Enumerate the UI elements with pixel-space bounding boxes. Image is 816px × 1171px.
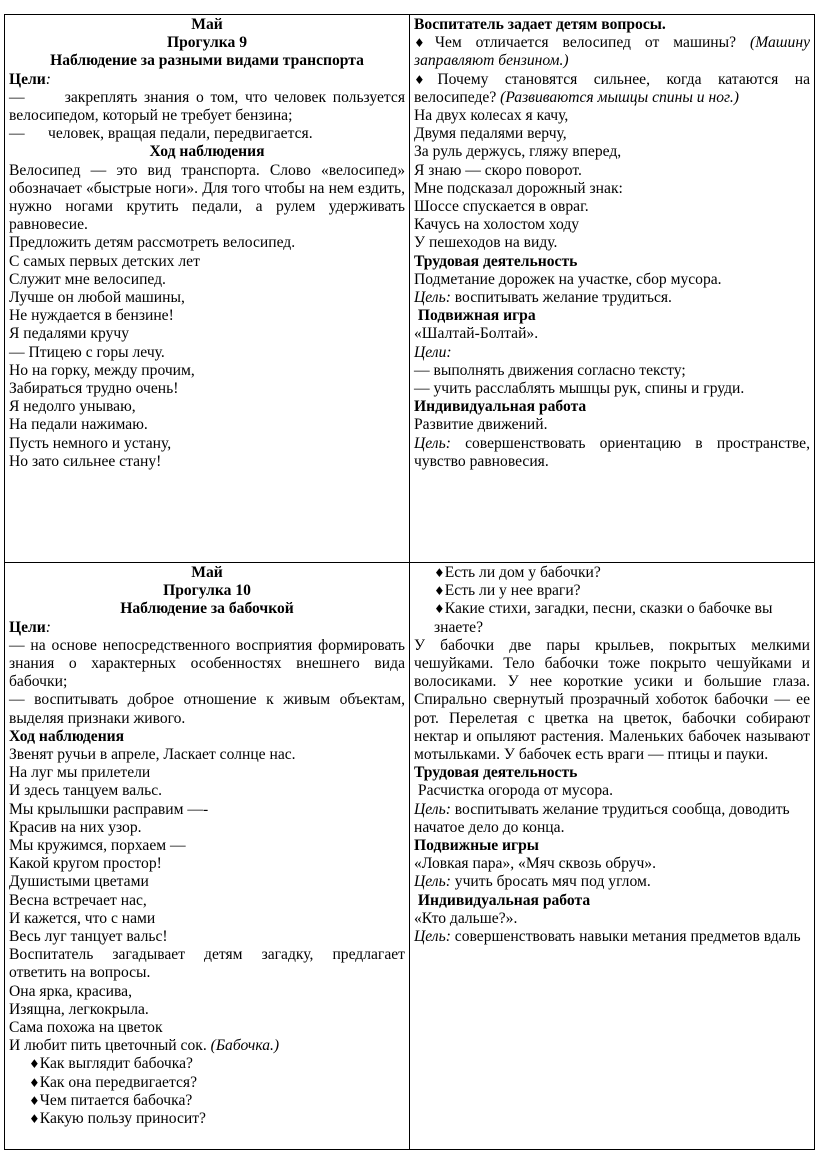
walk10-poem-line: Мы кружимся, порхаем — xyxy=(9,837,186,855)
walk10-riddle-last: И любит пить цветочный сок. (Бабочка.) xyxy=(9,1037,280,1055)
walk9-instruction: Предложить детям рассмотреть велосипед. xyxy=(9,234,296,252)
walk10-left-cell xyxy=(5,563,410,1150)
walk9-question-1: ♦Чем отличается велосипед от машины? (Машину заправляют бензином.) xyxy=(414,34,810,70)
walk10-poem-line: Мы крылышки расправим —- xyxy=(9,800,209,818)
walk9-game-label: Подвижная игра xyxy=(417,307,536,325)
walk9-course-label: Ход наблюдения xyxy=(149,143,265,161)
walk10-games-goal: Цель: учить бросать мяч под углом. xyxy=(414,873,651,891)
walk10-poem-line: Весна встречает нас, xyxy=(9,891,147,909)
walk10-poem-line: Весь луг танцует вальс! xyxy=(9,928,168,946)
walk10-question: ♦Как она передвигается? xyxy=(29,1073,197,1091)
diamond-bullet-icon: ♦ xyxy=(434,602,445,617)
walk9-poem2-line: Я знаю — скоро поворот. xyxy=(414,161,582,179)
walk9-poem-line: Я недолго унываю, xyxy=(9,398,136,416)
walk9-ind-text: Развитие движений. xyxy=(414,416,548,434)
walk9-questions-heading: Воспитатель задает детям вопросы. xyxy=(414,16,666,33)
walk9-poem2-line: На двух колесах я качу, xyxy=(414,107,569,125)
walk10-labor-label: Трудовая деятельность xyxy=(414,764,578,782)
walk10-poem-line: Красив на них узор. xyxy=(9,818,142,836)
walk9-subtitle: Наблюдение за разными видами транспорта xyxy=(50,52,364,70)
walk9-poem-line: Но на горку, между прочим, xyxy=(9,361,195,379)
walk10-poem-line: Звенят ручьи в апреле, Ласкает солнце нас. xyxy=(9,746,296,764)
walk10-poem-line: На луг мы прилетели xyxy=(9,764,151,782)
walk9-poem2-line: Мне подсказал дорожный знак: xyxy=(414,179,623,197)
diamond-bullet-icon: ♦ xyxy=(29,1112,40,1127)
walk9-poem-line: С самых первых детских лет xyxy=(9,252,200,270)
walk10-right-cell xyxy=(410,563,815,1150)
walk9-goal-2: — человек, вращая педали, передвигается. xyxy=(9,125,313,143)
walk10-question: ♦Чем питается бабочка? xyxy=(29,1091,193,1109)
walk10-question: ♦Есть ли у нее враги? xyxy=(434,582,581,600)
walk10-games-label: Подвижные игры xyxy=(414,837,539,855)
walk10-question: ♦Есть ли дом у бабочки? xyxy=(434,564,601,581)
walk10-poem-line: Душистыми цветами xyxy=(9,873,149,891)
diamond-bullet-icon: ♦ xyxy=(29,1057,40,1072)
walk9-game-goals-label: Цели: xyxy=(414,343,452,361)
walk9-poem2-line: Качусь на холостом ходу xyxy=(414,216,580,234)
walk9-poem2-line: Двумя педалями верчу, xyxy=(414,125,567,143)
walk9-left-cell xyxy=(5,15,410,563)
walk9-right-cell xyxy=(410,15,815,563)
walk10-labor-text: Расчистка огорода от мусора. xyxy=(417,782,613,800)
walk10-riddle-answer: (Бабочка.) xyxy=(210,1037,280,1055)
diamond-bullet-icon: ♦ xyxy=(414,36,435,51)
diamond-bullet-icon: ♦ xyxy=(29,1093,40,1108)
diamond-bullet-icon: ♦ xyxy=(434,584,445,599)
walk10-games-names: «Ловкая пара», «Мяч сквозь обруч». xyxy=(414,855,657,873)
table-row xyxy=(5,15,815,563)
walk10-ind-text: «Кто дальше?». xyxy=(414,909,518,927)
walk9-ind-label: Индивидуальная работа xyxy=(414,398,587,416)
walk10-month: Май xyxy=(191,564,223,581)
walk9-goal-1: — закреплять знания о том, что человек пользуется велосипедом, который не требует бензина; xyxy=(9,88,405,125)
walk9-intro: Велосипед — это вид транспорта. Слово «велосипед» обозначает «быстрые ноги». Для того чтобы на нем ездить, нужно ногами крутить педали, а рулем удерживать равновесие. xyxy=(9,161,405,234)
walk9-poem-line: Я педалями кручу xyxy=(9,325,130,343)
walk9-poem-line: На педали нажимаю. xyxy=(9,416,148,434)
walk10-poem-line: Какой кругом простор! xyxy=(9,855,162,873)
walk9-game-goal: — выполнять движения согласно тексту; xyxy=(414,361,686,379)
lesson-table xyxy=(4,14,815,1150)
walk9-goals-heading: Цели: xyxy=(9,70,51,88)
walk9-poem2-line: За руль держусь, гляжу вперед, xyxy=(414,143,622,161)
walk9-poem-line: Служит мне велосипед. xyxy=(9,270,166,288)
walk10-poem-line: И здесь танцуем вальс. xyxy=(9,782,163,800)
walk9-poem-line: Забираться трудно очень! xyxy=(9,380,179,398)
walk9-labor-goal: Цель: воспитывать желание трудиться. xyxy=(414,289,672,307)
walk9-title: Прогулка 9 xyxy=(166,34,248,52)
walk10-question: ♦Как выглядит бабочка? xyxy=(29,1055,193,1073)
walk9-month: Май xyxy=(191,16,223,33)
diamond-bullet-icon: ♦ xyxy=(414,72,438,87)
walk10-goal-2: — воспитывать доброе отношение к живым объектам, выделяя признаки живого. xyxy=(9,691,405,727)
walk9-game-name: «Шалтай-Болтай». xyxy=(414,325,539,343)
diamond-bullet-icon: ♦ xyxy=(434,566,445,580)
walk9-labor-label: Трудовая деятельность xyxy=(414,252,578,270)
walk10-ind-label: Индивидуальная работа xyxy=(417,891,591,909)
walk10-riddle-intro: Воспитатель загадывает детям загадку, предлагает ответить на вопросы. xyxy=(9,946,405,982)
walk10-question: ♦Какие стихи, загадки, песни, сказки о бабочке вы знаете? xyxy=(434,600,773,636)
walk9-poem-line: Лучше он любой машины, xyxy=(9,289,185,307)
table-row xyxy=(5,563,815,1150)
walk9-question-2: ♦Почему становятся сильнее, когда катаются на велосипеде? (Развиваются мышцы спины и ног.) xyxy=(414,70,811,106)
walk9-labor-text: Подметание дорожек на участке, сбор мусора. xyxy=(414,270,722,288)
walk10-title: Прогулка 10 xyxy=(163,582,251,600)
walk10-course-label: Ход наблюдения xyxy=(9,727,125,745)
walk9-poem-line: — Птицею с горы лечу. xyxy=(9,343,165,361)
diamond-bullet-icon: ♦ xyxy=(29,1075,40,1090)
walk10-poem-line: И кажется, что с нами xyxy=(9,909,156,927)
dash-icon: — xyxy=(9,125,48,143)
walk9-game-goal: — учить расслаблять мышцы рук, спины и груди. xyxy=(414,380,745,398)
walk9-goals-label: Цели xyxy=(9,70,46,88)
walk9-poem-line: Но зато сильнее стану! xyxy=(9,452,162,470)
walk10-labor-goal: Цель: воспитывать желание трудиться сообща, доводить начатое дело до конца. xyxy=(414,800,790,836)
walk10-riddle-line: Она ярка, красива, xyxy=(9,982,132,1000)
walk10-goal-1: — на основе непосредственного восприятия формировать знания о характерных особенностях внешнего вида бабочки; xyxy=(9,636,405,691)
walk10-riddle-line: Изящна, легкокрыла. xyxy=(9,1000,149,1018)
walk9-ind-goal: Цель: совершенствовать ориентацию в пространстве, чувство равновесия. xyxy=(414,434,810,470)
walk10-ind-goal: Цель: совершенствовать навыки метания предметов вдаль xyxy=(414,928,801,946)
walk10-story: У бабочки две пары крыльев, покрытых мелкими чешуйками. Тело бабочки тоже покрыто чешуйками и волосиками. У нее короткие усики и большие глаза. Спирально свернутый прозрачный хоботок бабочки — ее рот. Перелетая с цветка на цветок, бабочки собирают нектар и опыляют растения. Маленьких бабочек называют мотыльками. У бабочек есть враги — птицы и пауки. xyxy=(414,636,810,764)
walk9-poem2-line: У пешеходов на виду. xyxy=(414,234,558,252)
dash-icon: — xyxy=(9,88,65,106)
walk9-poem-line: Не нуждается в бензине! xyxy=(9,307,174,325)
walk9-poem2-line: Шоссе спускается в овраг. xyxy=(414,198,589,216)
walk10-question: ♦Какую пользу приносит? xyxy=(29,1110,206,1128)
walk10-subtitle: Наблюдение за бабочкой xyxy=(120,600,294,618)
walk10-riddle-line: Сама похожа на цветок xyxy=(9,1019,163,1037)
walk10-goals-heading: Цели: xyxy=(9,618,51,636)
walk9-poem-line: Пусть немного и устану, xyxy=(9,434,172,452)
